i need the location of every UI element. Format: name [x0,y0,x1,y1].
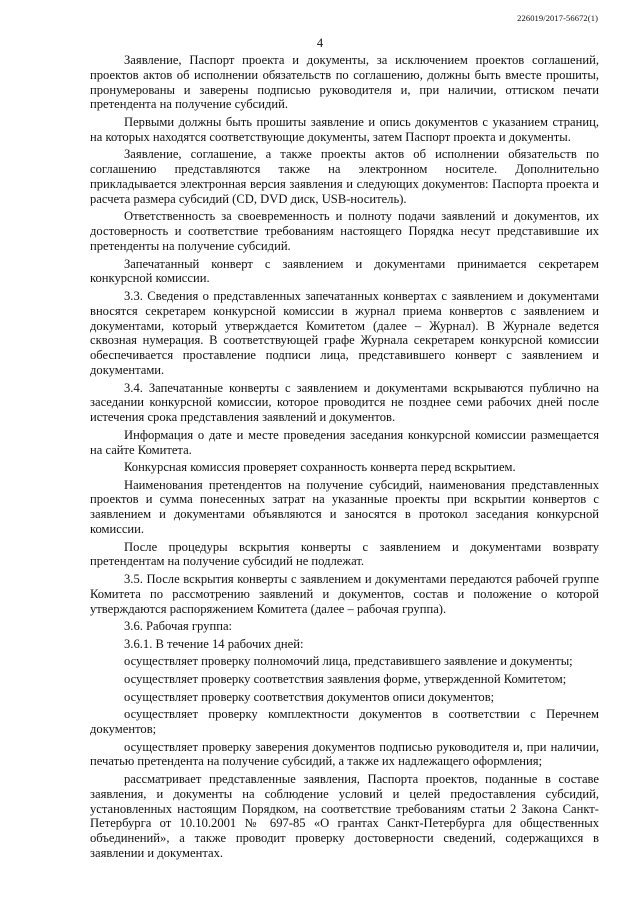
paragraph: Запечатанный конверт с заявлением и документами принимается секретарем конкурсной комиссии. [90,256,599,286]
paragraph: Ответственность за своевременность и полноту подачи заявлений и документов, их достоверность и соответствие требованиям настоящего Порядка несут представившие их претенденты на получение субсидий. [90,209,599,253]
paragraph-3-3: 3.3. Сведения о представленных запечатанных конвертах с заявлением и документами вносятся секретарем конкурсной комиссии в журнал приема конвертов с заявлением и документами, который утверждается Комитетом (далее – Журнал). В Журнале ведется сквозная нумерация. В соответствующей графе Журнала секретарем конкурсной комиссии обеспечивается проставление подписи лица, представившего конверт с заявлением и документами. [90,288,599,377]
document-body [90,53,599,864]
list-item: осуществляет проверку соответствия документов описи документов; [124,689,495,704]
list-item: осуществляет проверку соответствия заявления форме, утвержденной Комитетом; [124,672,567,687]
list-item: осуществляет проверку полномочий лица, представившего заявление и документы; [124,654,573,669]
paragraph: Наименования претендентов на получение субсидий, наименования представленных проектов и сумма понесенных затрат на указанные проекты при вскрытии конвертов с заявлением и документами объявляются и заносятся в протокол заседания конкурсной комиссии. [90,477,599,537]
paragraph-3-4: 3.4. Запечатанные конверты с заявлением и документами вскрываются публично на заседании конкурсной комиссии, которое проводится не позднее семи рабочих дней после истечения срока представления заявлений и документов. [90,380,599,425]
paragraph: Заявление, соглашение, а также проекты актов об исполнении обязательств по соглашению представляются также на электронном носителе. Дополнительно прикладывается электронная версия заявления и следующих документов: Паспорта проекта и расчета размера субсидий (CD, DVD диск, USB-носитель). [90,147,599,206]
list-item: рассматривает представленные заявления, Паспорта проектов, поданные в составе заявления, и документы на соблюдение условий и целей предоставления субсидий, установленных настоящим Порядком, на соответствие требованиям статьи 2 Закона Санкт-Петербурга от 10.10.2001 № 697-85 «О грантах Санкт-Петербурга для общественных объединений», а также проводит проверку достоверности сведений, содержащихся в заявлении и документах. [90,772,599,860]
paragraph: Первыми должны быть прошиты заявление и опись документов с указанием страниц, на которых находятся соответствующие документы, затем Паспорт проекта и документы. [90,114,599,144]
paragraph-3-6: 3.6. Рабочая группа: [124,619,233,634]
paragraph-3-5: 3.5. После вскрытия конверты с заявлением и документами передаются рабочей группе Комитета по рассмотрению заявлений и документов, состав и положение о которой утверждаются распоряжением Комитета (далее – рабочая группа). [90,572,599,616]
paragraph: Конкурсная комиссия проверяет сохранность конверта перед вскрытием. [124,460,516,475]
list-item: осуществляет проверку комплектности документов в соответствии с Перечнем документов; [90,707,599,737]
page-number: 4 [316,36,324,50]
paragraph: Заявление, Паспорт проекта и документы, за исключением проектов соглашений, проектов актов об исполнении обязательств по соглашению, должны быть вместе прошиты, пронумерованы и заверены подписью руководителя и, при наличии, оттиском печати претендента на получение субсидий. [90,53,599,112]
list-item: осуществляет проверку заверения документов подписью руководителя и, при наличии, печатью претендента на получение субсидий, а также их надлежащего оформления; [90,739,599,769]
document-id: 226019/2017-56672(1) [517,13,598,23]
paragraph-3-6-1: 3.6.1. В течение 14 рабочих дней: [124,636,304,651]
paragraph: Информация о дате и месте проведения заседания конкурсной комиссии размещается на сайте Комитета. [90,427,599,457]
paragraph: После процедуры вскрытия конверты с заявлением и документами возврату претендентам на получение субсидий не подлежат. [90,539,599,569]
